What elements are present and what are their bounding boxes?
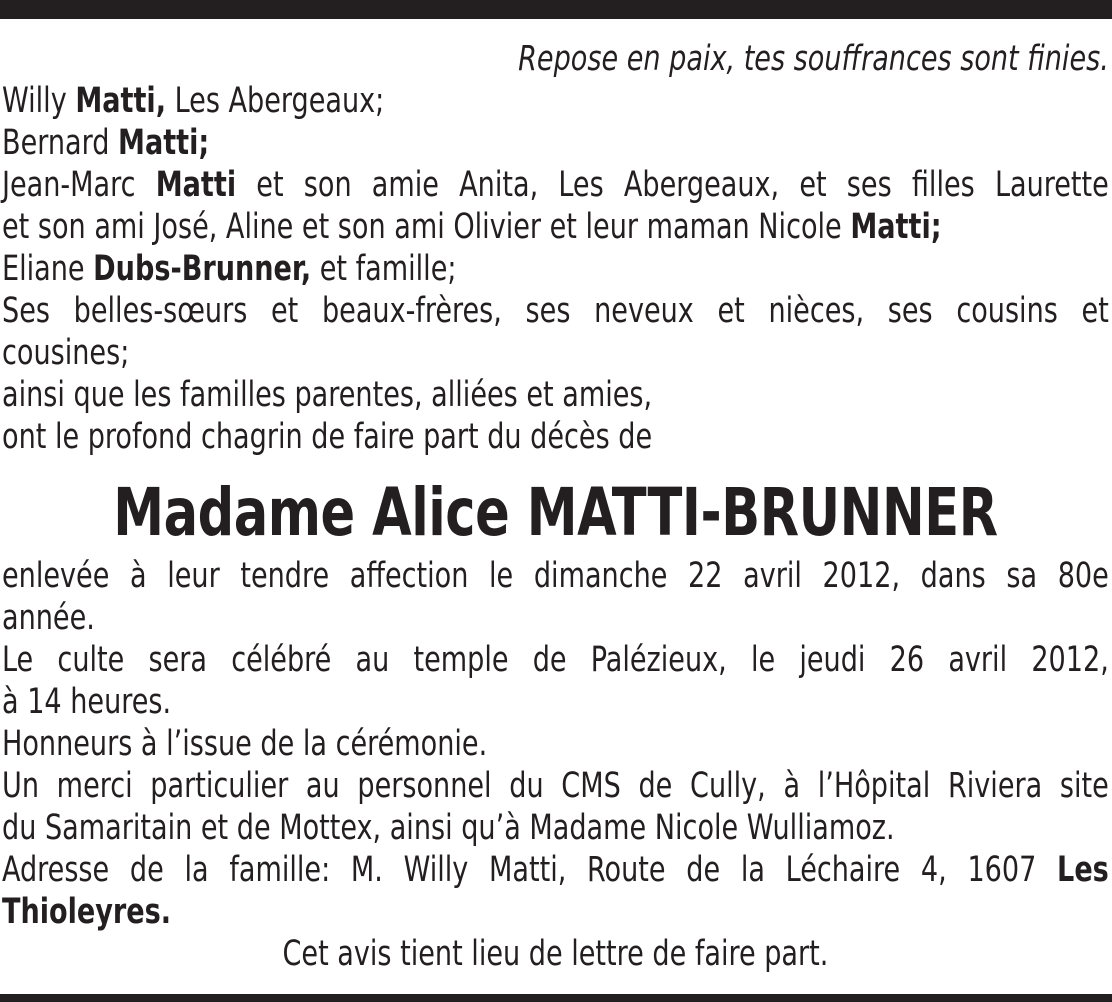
detail-line: Adresse de la famille: M. Willy Matti, Route de la Léchaire 4, 1607 Les (2, 850, 1109, 890)
detail-line: Un merci particulier au personnel du CMS de Cully, à l’Hôpital Riviera site (2, 766, 1109, 806)
family-line: ainsi que les familles parentes, alliées et amies, (2, 375, 653, 415)
family-line: ont le profond chagrin de faire part du décès de (2, 417, 653, 457)
detail-line: Thioleyres. (2, 892, 172, 932)
family-line: Eliane Dubs-Brunner, et famille; (2, 249, 457, 289)
detail-line: du Samaritain et de Mottex, ainsi qu’à Madame Nicole Wulliamoz. (2, 808, 895, 848)
epigraph: Repose en paix, tes souffrances sont finies. (518, 39, 1109, 79)
obituary-notice (2, 38, 1109, 975)
family-line: Bernard Matti; (2, 123, 210, 163)
family-line: Ses belles-sœurs et beaux-frères, ses neveux et nièces, ses cousins et (2, 291, 1109, 331)
detail-line: enlevée à leur tendre affection le dimanche 22 avril 2012, dans sa 80e (2, 556, 1109, 596)
top-rule (0, 0, 1112, 19)
family-line: Willy Matti, Les Abergeaux; (2, 81, 385, 121)
family-line: Jean-Marc Matti et son amie Anita, Les Abergeaux, et ses filles Laurette (2, 165, 1109, 205)
family-line: cousines; (2, 333, 130, 373)
family-line: et son ami José, Aline et son ami Olivier et leur maman Nicole Matti; (2, 207, 942, 247)
bottom-rule (0, 994, 1112, 1002)
detail-line: à 14 heures. (2, 682, 172, 722)
deceased-name: Madame Alice MATTI-BRUNNER (113, 474, 998, 551)
detail-line: Le culte sera célébré au temple de Palézieux, le jeudi 26 avril 2012, (2, 640, 1109, 680)
detail-line: Honneurs à l’issue de la cérémonie. (2, 724, 488, 764)
closing-line: Cet avis tient lieu de lettre de faire part. (282, 934, 829, 974)
detail-line: année. (2, 598, 95, 638)
